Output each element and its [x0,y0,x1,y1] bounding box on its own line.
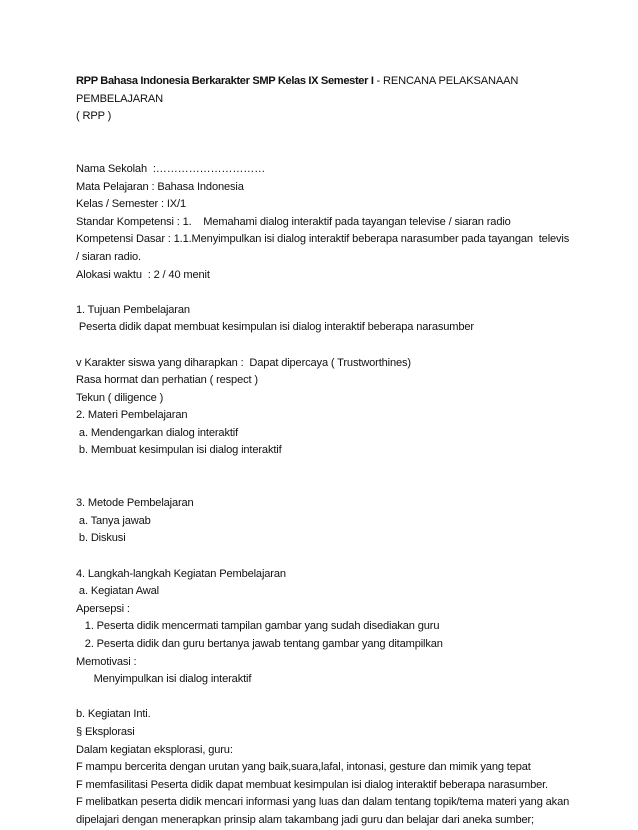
karakter-materi-section [76,355,576,461]
metode-section [76,495,576,548]
section-line: a. Tanya jawab [76,514,151,527]
inti-section [76,706,576,829]
section-heading: 1. Tujuan Pembelajaran [76,303,190,316]
section-line: b. Diskusi [76,532,126,545]
identity-line: Nama Sekolah :………………………… [76,162,266,175]
section-heading: 3. Metode Pembelajaran [76,497,194,510]
section-line: Apersepsi : [76,602,130,615]
section-line: 1. Peserta didik mencermati tampilan gambar yang sudah disediakan guru [76,620,440,633]
identity-line: Standar Kompetensi : 1. Memahami dialog interaktif pada tayangan televise / siaran radio [76,215,511,228]
section-line: Peserta didik dapat membuat kesimpulan isi dialog interaktif beberapa narasumber [76,321,474,334]
section-line: b. Membuat kesimpulan isi dialog interaktif [76,444,282,457]
identity-line: Alokasi waktu : 2 / 40 menit [76,268,210,281]
section-line: Menyimpulkan isi dialog interaktif [76,673,252,686]
section-heading: 2. Materi Pembelajaran [76,409,188,422]
identity-line: Mata Pelajaran : Bahasa Indonesia [76,180,244,193]
section-heading: b. Kegiatan Inti. [76,708,151,721]
section-line: § Eksplorasi [76,725,135,738]
tujuan-section [76,302,576,337]
identity-line: Kompetensi Dasar : 1.1.Menyimpulkan isi dialog interaktif beberapa narasumber pada tayangan televis [76,233,570,246]
section-heading: 4. Langkah-langkah Kegiatan Pembelajaran [76,567,286,580]
section-line: F melibatkan peserta didik mencari informasi yang luas dan dalam tentang topik/tema materi yang akan [76,796,570,809]
section-line: F memfasilitasi Peserta didik dapat membuat kesimpulan isi dialog interaktif beberapa narasumber. [76,778,548,791]
document-title [76,73,576,108]
title-bold: RPP Bahasa Indonesia Berkarakter SMP Kelas IX Semester I [76,75,374,87]
section-line: a. Kegiatan Awal [76,585,159,598]
section-line: Rasa hormat dan perhatian ( respect ) [76,374,258,387]
title-line-2: ( RPP ) [76,110,112,123]
document-body [76,73,576,830]
section-line: a. Mendengarkan dialog interaktif [76,426,239,439]
identity-line: Kelas / Semester : IX/1 [76,198,187,211]
section-line: Memotivasi : [76,655,137,668]
section-line: Tekun ( diligence ) [76,391,164,404]
section-line: F mampu bercerita dengan urutan yang baik,suara,lafal, intonasi, gesture dan mimik yang tepat [76,761,531,774]
identity-block [76,161,576,284]
langkah-section [76,566,576,689]
section-line: 2. Peserta didik dan guru bertanya jawab tentang gambar yang ditampilkan [76,638,443,650]
title-rest: - RENCANA PELAKSANAAN PEMBELAJARAN [76,75,519,105]
section-line: dipelajari dengan menerapkan prinsip alam takambang jadi guru dan belajar dari aneka sumber; [76,813,534,826]
section-line: v Karakter siswa yang diharapkan : Dapat dipercaya ( Trustworthines) [76,356,411,369]
identity-line: / siaran radio. [76,250,141,263]
section-line: Dalam kegiatan eksplorasi, guru: [76,743,233,756]
